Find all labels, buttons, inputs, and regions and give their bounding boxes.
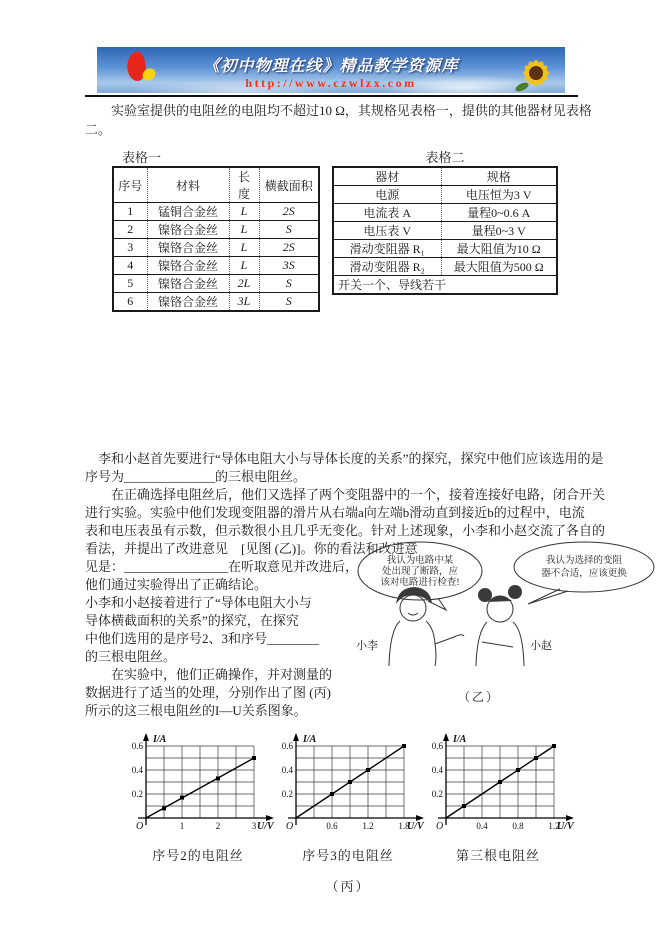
text-line: 导体横截面积的关系”的探究，在探究 xyxy=(85,613,299,628)
svg-text:1.8: 1.8 xyxy=(398,821,410,831)
svg-text:0.4: 0.4 xyxy=(281,765,293,775)
cell: 锰铜合金丝 xyxy=(147,203,229,221)
cell: 最大阻值为500 Ω xyxy=(441,258,557,276)
cell: 镍铬合金丝 xyxy=(147,293,229,312)
svg-text:0.4: 0.4 xyxy=(431,765,443,775)
speech-text: 我认为选择的变阻 xyxy=(545,556,623,566)
cell: S xyxy=(259,275,319,293)
chart-caption: 第三根电阻丝 xyxy=(455,848,540,863)
table-row xyxy=(333,276,557,295)
table-row xyxy=(333,240,557,258)
text-line: 在正确选择电阻丝后，他们又选择了两个变阻器中的一个，接着连接好电路，闭合开关 xyxy=(85,487,606,502)
svg-text:2: 2 xyxy=(215,821,221,831)
text-line: 中他们选用的是序号2、3和序号________ xyxy=(85,631,320,646)
svg-text:I/A: I/A xyxy=(303,734,317,745)
svg-text:O: O xyxy=(436,821,444,832)
iu-graph-third-wire xyxy=(418,732,578,864)
svg-text:O: O xyxy=(136,821,144,832)
svg-text:0.6: 0.6 xyxy=(281,741,293,751)
iu-chart-canvas xyxy=(118,732,278,836)
text-line: 看法，并提出了改进意见 [见图 (乙)]。你的看法和改进意 xyxy=(85,541,418,556)
cell: 最大阻值为10 Ω xyxy=(441,240,557,258)
svg-text:O: O xyxy=(286,821,294,832)
table-row xyxy=(333,258,557,276)
iu-chart-canvas xyxy=(418,732,578,836)
svg-text:1.2: 1.2 xyxy=(548,821,560,831)
text-line: 在实验中，他们正确操作，并对测量的 xyxy=(85,667,333,682)
chart-canvas-holder xyxy=(418,732,578,841)
svg-text:0.6: 0.6 xyxy=(131,741,143,751)
svg-text:0.6: 0.6 xyxy=(326,821,338,831)
chart-caption: 序号3的电阻丝 xyxy=(302,848,394,863)
text-line: 见是：________________在听取意见并改进后， xyxy=(85,559,359,574)
cell: S xyxy=(259,293,319,312)
cell: 镍铬合金丝 xyxy=(147,275,229,293)
table-row xyxy=(113,203,319,221)
svg-text:1: 1 xyxy=(179,821,185,831)
iu-chart-canvas xyxy=(268,732,428,836)
table-row xyxy=(333,167,557,186)
table-row xyxy=(333,204,557,222)
girl-figure xyxy=(476,585,524,666)
banner-title: 《初中物理在线》精品教学资源库 xyxy=(203,58,459,75)
cell: 镍铬合金丝 xyxy=(147,221,229,239)
header-cell: 横截面积 xyxy=(259,167,319,203)
cell: 量程0~3 V xyxy=(441,222,557,240)
cell: 3S xyxy=(259,257,319,275)
svg-text:I/A: I/A xyxy=(453,734,467,745)
iu-graph-wire3 xyxy=(268,732,428,864)
speech-text: 器不合适，应该更换 xyxy=(541,569,627,579)
site-banner xyxy=(97,47,565,93)
svg-text:0.2: 0.2 xyxy=(281,789,293,799)
text-line: 他们通过实验得出了正确结论。 xyxy=(85,577,268,592)
svg-text:U/V: U/V xyxy=(557,821,574,832)
iu-graph-wire2 xyxy=(118,732,278,864)
figure-label: 小赵 xyxy=(530,640,552,652)
table-row xyxy=(113,293,319,312)
banner-url: http://www.czwlzx.com xyxy=(245,76,417,90)
svg-text:I/A: I/A xyxy=(153,734,167,745)
svg-text:1.2: 1.2 xyxy=(362,821,374,831)
header-cell: 长度 xyxy=(229,167,259,203)
site-logo-icon xyxy=(125,52,163,88)
cell: 4 xyxy=(113,257,147,275)
table-row xyxy=(113,167,319,203)
text-line: 序号为______________的三根电阻丝。 xyxy=(85,469,307,484)
figure-label: 小李 xyxy=(356,640,378,652)
svg-text:U/V: U/V xyxy=(407,821,424,832)
text-line: 的三根电阻丝。 xyxy=(85,649,177,664)
text-line: 数据进行了适当的处理，分别作出了图 (丙) xyxy=(85,685,331,700)
figure-yi-cartoon xyxy=(342,538,660,708)
speech-text: 处出现了断路，应 xyxy=(381,567,459,577)
table-row xyxy=(333,186,557,204)
table-one xyxy=(112,166,320,312)
svg-text:0.6: 0.6 xyxy=(431,741,443,751)
text-line: 表和电压表虽有示数，但示数很小且几乎无变化。针对上述现象，小李和小赵交流了各自的 xyxy=(85,523,606,538)
speech-bubble xyxy=(514,542,654,592)
cell: L xyxy=(229,239,259,257)
svg-text:0.8: 0.8 xyxy=(512,821,524,831)
cell: 3L xyxy=(229,293,259,312)
svg-text:0.2: 0.2 xyxy=(131,789,143,799)
table-two-title: 表格二 xyxy=(425,150,465,165)
chart-caption: 序号2的电阻丝 xyxy=(152,848,244,863)
table-one-title: 表格一 xyxy=(122,150,162,165)
chart-canvas-holder xyxy=(268,732,428,841)
sunflower-icon xyxy=(511,55,557,93)
cell: 2L xyxy=(229,275,259,293)
cell: 滑动变阻器 R₂ xyxy=(333,258,441,276)
header-cell: 材料 xyxy=(147,167,229,203)
header-cell: 器材 xyxy=(333,167,441,186)
cell: 量程0~0.6 A xyxy=(441,204,557,222)
cell: 2S xyxy=(259,203,319,221)
table-row xyxy=(333,222,557,240)
table-row xyxy=(113,257,319,275)
chart-canvas-holder xyxy=(118,732,278,841)
text-line: 进行实验。实验中他们发现变阻器的滑片从右端a向左端b滑动直到接近b的过程中，电流 xyxy=(85,505,585,520)
table-two xyxy=(332,166,558,295)
boy-figure xyxy=(389,587,464,666)
cell: 1 xyxy=(113,203,147,221)
header-cell: 规格 xyxy=(441,167,557,186)
speech-text: 该对电路进行检查! xyxy=(380,578,460,588)
cell: 电流表 A xyxy=(333,204,441,222)
svg-text:3: 3 xyxy=(251,821,257,831)
intro-paragraph xyxy=(85,101,592,139)
cell: 2S xyxy=(259,239,319,257)
svg-text:0.2: 0.2 xyxy=(431,789,443,799)
cell: L xyxy=(229,221,259,239)
svg-text:U/V: U/V xyxy=(257,821,274,832)
header-divider xyxy=(85,95,578,97)
figure-caption: （乙） xyxy=(457,690,501,704)
cell: 开关一个、导线若干 xyxy=(333,276,557,295)
cell: L xyxy=(229,257,259,275)
cell: 镍铬合金丝 xyxy=(147,257,229,275)
text-line: 实验室提供的电阻丝的电阻均不超过10 Ω，其规格见表格一，提供的其他器材见表格 xyxy=(85,103,592,118)
cell: 电压恒为3 V xyxy=(441,186,557,204)
table-row xyxy=(113,239,319,257)
table-one-section xyxy=(112,147,320,312)
cell: 电源 xyxy=(333,186,441,204)
header-cell: 序号 xyxy=(113,167,147,203)
cell: 2 xyxy=(113,221,147,239)
text-line: 李和小赵首先要进行“导体电阻大小与导体长度的关系”的探究，探究中他们应该选用的是 xyxy=(85,451,604,466)
text-line: 所示的这三根电阻丝的I—U关系图象。 xyxy=(85,703,307,718)
table-row xyxy=(113,221,319,239)
table-two-section xyxy=(332,147,558,295)
figure-yi xyxy=(342,538,660,708)
text-line: 小李和小赵接着进行了“导体电阻大小与 xyxy=(85,595,312,610)
cell: L xyxy=(229,203,259,221)
figure-bing-caption: （丙） xyxy=(325,879,371,894)
table-row xyxy=(113,275,319,293)
cell: 电压表 V xyxy=(333,222,441,240)
text-line: 二。 xyxy=(85,122,112,137)
speech-text: 我认为电路中某 xyxy=(386,556,454,566)
cell: 镍铬合金丝 xyxy=(147,239,229,257)
svg-text:0.4: 0.4 xyxy=(476,821,488,831)
cell: 3 xyxy=(113,239,147,257)
cell: 5 xyxy=(113,275,147,293)
svg-text:0.4: 0.4 xyxy=(131,765,143,775)
cell: 6 xyxy=(113,293,147,312)
cell: 滑动变阻器 R₁ xyxy=(333,240,441,258)
cell: S xyxy=(259,221,319,239)
